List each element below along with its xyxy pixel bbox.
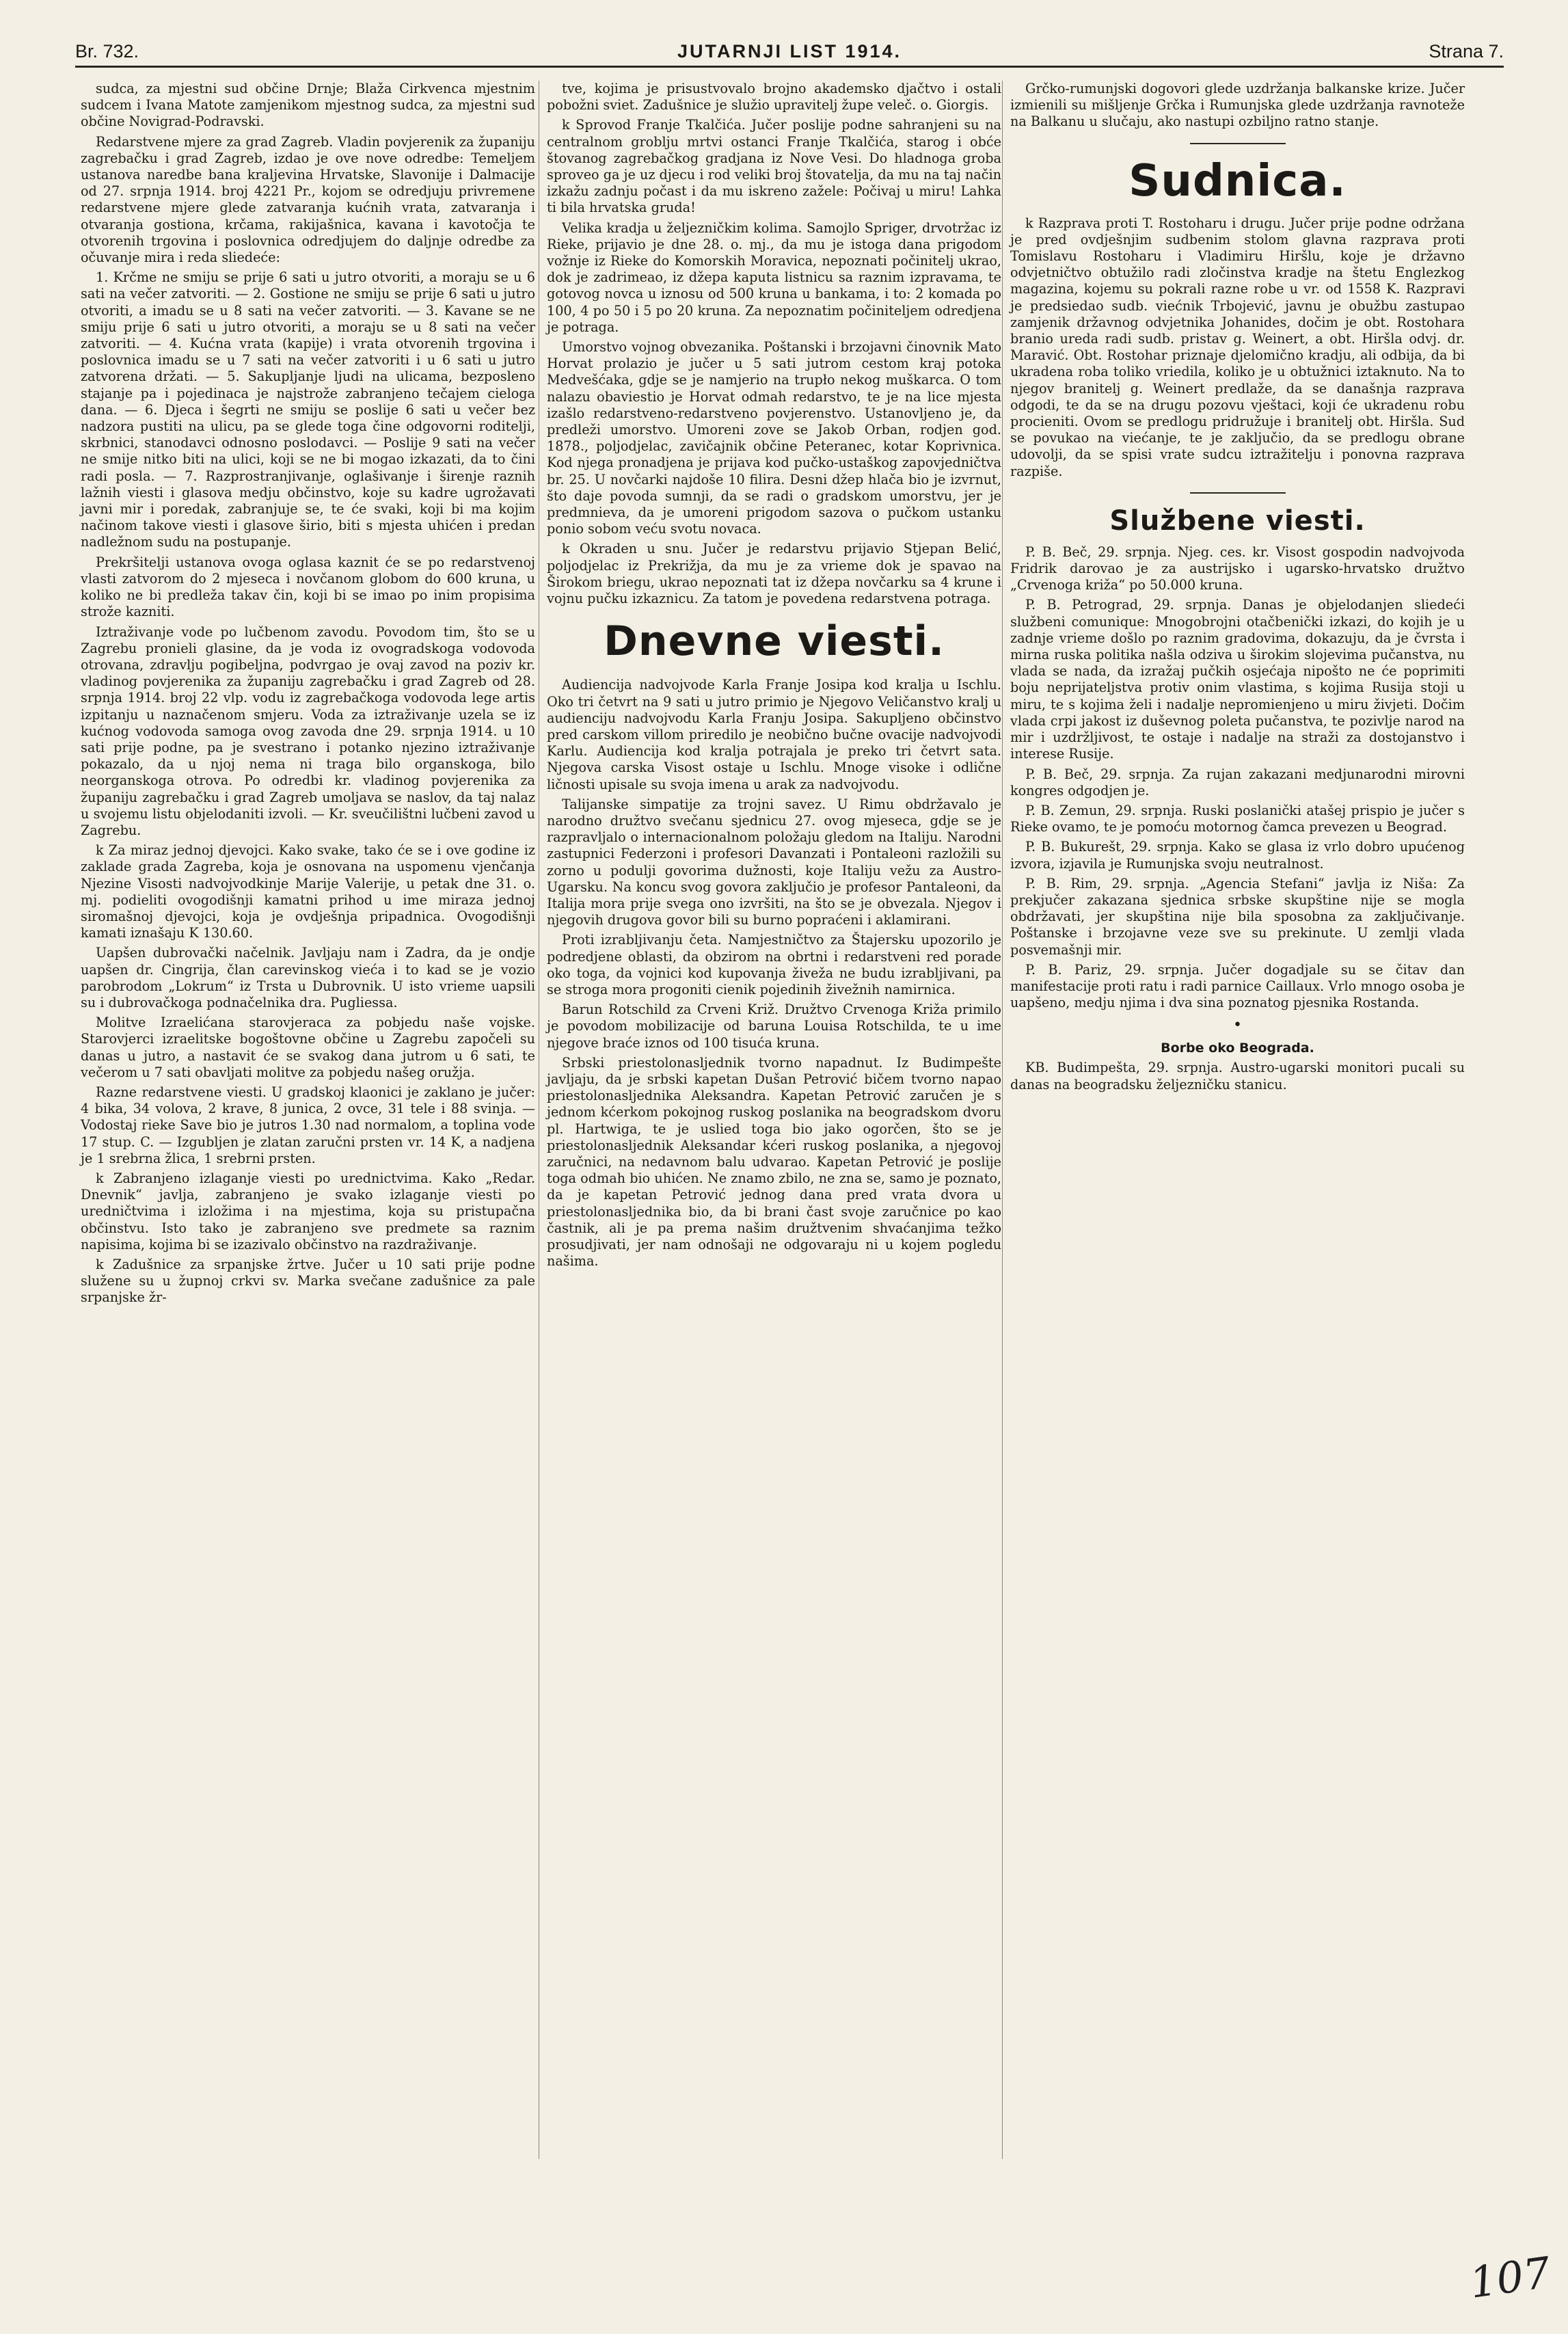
article-razne-viesti: Razne redarstvene viesti. U gradskoj klaonici je zaklano je jučer: 4 bika, 34 volova, 2 krave, 8 junica, 2 ovce, 31 tele i 88 svinja. — Vodostaj rieke Save bio je jutros 1.30 nad normalom, a toplina vode 17 stup. C. — Izgubljen je zlatan zaručni prsten vr. 14 K, a nadjena je 1 srebrna žlica, 1 srebrni prsten. [81,1084,535,1166]
separator-rule [1190,143,1286,144]
article-rotschild: Barun Rotschild za Crveni Križ. Družtvo Crvenoga Križa primilo je povodom mobilizacije od baruna Louisa Rotschilda, te u ime njegove braće iznos od 100 tisuća kruna. [547,1002,1001,1051]
article-paragraph: 1. Krčme ne smiju se prije 6 sati u jutro otvoriti, a moraju se u 6 sati na večer zatvoriti. — 2. Gostione ne smiju se prije 6 sati u jutro otvoriti, a imadu se u 8 sati na večer zatvoriti. — 3. Kavane se ne smiju prije 6 sati u jutro otvoriti, a moraju se u 8 sati na večer zatvoriti. — 4. Kućna vrata (kapije) i vrata otvorenih trgovina i poslovnica imadu se u 7 sati na večer zatvoriti i u 6 sati u jutro zatvorena držati. — 5. Sakupljanje ljudi na ulicama, bezposleno stajanje pa i pojedinaca je najstrože zabranjeno tečajem cieloga dana. — 6. Djeca i šegrti ne smiju se poslije 6 sati u večer bez nadzora pustiti na ulicu, pa se glede toga čine odgovorni roditelji, skrbnici, stanodavci odnosno poslodavci. — Poslije 9 sati na večer ne smije nitko biti na ulici, koji se ne bi mogao izkazati, da to čini radi posla. — 7. Razprostranjivanje, oglašivanje i širenje raznih lažnih viesti i glasova medju občinstvo, koje su kadre ugrožavati javni mir i poredak, zabranjuje se, te će svaki, koji bi ma kojim načinom takove viesti i glasove širio, biti s mjesta uhićen i predan nadležnom sudu na postupanje. [81,269,535,550]
article-paragraph: sudca, za mjestni sud občine Drnje; Blaža Cirkvenca mjestnim sudcem i Ivana Matote zamjenikom mjestnog sudca, za mjestni sud občine Novigrad-Podravski. [81,81,535,130]
column-3 [1010,81,1465,1097]
column-divider [1002,81,1003,2159]
dispatch-pariz: P. B. Pariz, 29. srpnja. Jučer dogadjale su se čitav dan manifestacije proti ratu i radi parnice Caillaux. Vrlo mnogo osoba je uapšeno, medju njima i dva sina poznatog pjesnika Rostanda. [1010,961,1465,1011]
article-grcko-rumunjski: Grčko-rumunjski dogovori glede uzdržanja balkanske krize. Jučer izmienili su mišljenje Grčka i Rumunjska glede uzdržanja ravnoteže na Balkanu u slučaju, ako nastupi ozbiljno ratno stanje. [1010,81,1465,130]
dispatch-rim: P. B. Rim, 29. srpnja. „Agencia Stefani“ javlja iz Niša: Za prekjučer zakazana sjednica srbske skupštine nije se mogla obdržavati, jer skupština nije bila sposobna za zaključivanje. Poštanske i brzojavne veze sve su prekinute. U zemlji vlada posvemašnji mir. [1010,875,1465,958]
column-2 [547,81,1001,1273]
article-zabranjeno-izlaganje: k Zabranjeno izlaganje viesti po urednictvima. Kako „Redar. Dnevnik“ javlja, zabranjeno je svako izlaganje viesti po uredničtvima i izložima i na mjestima, koja su pristupačna občinstvu. Isto tako je zabranjeno sve predmete sa raznim napisima, kojima bi se izazivalo občinstvo na razdraživanje. [81,1170,535,1252]
article-srbski-priestolonasljednik: Srbski priestolonasljednik tvorno napadnut. Iz Budimpešte javljaju, da je srbski kapetan Dušan Petrović bičem tvorno napao priestolonasljednika Aleksandra. Kapetan Petrović zaručen je s jednom kćerkom pokojnog ruskog poslanika na beogradskom dvoru pl. Hartwiga, te je uslied toga bio jako ogorčen, što se je priestolonasljednik Aleksandar kćeri ruskog poslanika, a njegovoj zaručnici, na nedavnom balu udvarao. Kapetan Petrović je poslije toga odmah bio uhićen. Ne znamo zbilo, ne zna se, samo je poznato, da je kapetan Petrović jednog dana pred vrata dvora u priestolonasljednika bio, da bi brani čast svoje zaručnice po kao častnik, ali je pa prema našim družtvenim shvaćanjima težko prosudjivati, jer nam odnošaji ne odgovaraju ni u kojem pogledu našima. [547,1054,1001,1270]
article-velika-kradja: Velika kradja u željezničkim kolima. Samojlo Spriger, drvotržac iz Rieke, prijavio je dne 28. o. mj., da mu je istoga dana prigodom vožnje iz Rieke do Komorskih Moravica, nepoznati počinitelj ukrao, dok je zadrimeao, iz džepa kaputa listnicu sa raznim izpravama, te gotovog novca u iznosu od 500 kruna u bankama, i to: 2 komada po 100, 4 po 50 i 5 po 20 kruna. Za nepoznatim počiniteljem odredjena je potraga. [547,219,1001,335]
article-uapsen-nacelnik: Uapšen dubrovački načelnik. Javljaju nam i Zadra, da je ondje uapšen dr. Cingrija, član carevinskog vieća i to kad se je vozio parobrodom „Lokrum“ iz Trsta u Dubrovnik. U isto vrieme uapsili su i dubrovačkoga podnačelnika dra. Pugliessa. [81,945,535,1010]
dispatch-bec: P. B. Beč, 29. srpnja. Njeg. ces. kr. Visost gospodin nadvojvoda Fridrik darovao je za austrijsko i ugarsko-hrvatsko družtvo „Crvenoga križa“ po 50.000 kruna. [1010,544,1465,593]
separator-rule [1190,492,1286,494]
newspaper-title: JUTARNJI LIST 1914. [677,41,902,62]
article-paragraph: tve, kojima je prisustvovalo brojno akademsko djačtvo i ostali pobožni sviet. Zadušnice je služio upravitelj župe veleč. o. Giorgis. [547,81,1001,113]
dispatch-petrograd: P. B. Petrograd, 29. srpnja. Danas je objelodanjen sliedeći službeni comunique: Mnogobrojni otačbenički izkazi, do kojih je u zadnje vrieme došlo po raznim gradovima, dokazuju, da je čvrsta i mirna ruska politika našla odziva u širokim slojevima pučanstva, nu vlada se nada, da izražaj pučkih osjećaja nipošto ne će poprimiti boju neprijateljstva protiv onim vlastima, s kojima Rusija stoji u miru, te s kojima želi i nadalje nepromienjeno u miru živjeti. Dočim vlada crpi jakost iz duševnog poleta pučanstva, te pozivlje narod na mir i uzdržljivost, te ostaje i nadalje na straži za dostojanstvo i interese Rusije. [1010,597,1465,762]
article-paragraph: Prekršitelji ustanova ovoga oglasa kaznit će se po redarstvenoj vlasti zatvorom do 2 mjeseca i novčanom globom do 600 kruna, u koliko ne bi predleža takav čin, koji bi se imao po inim propisima strože kazniti. [81,554,535,620]
handwritten-page-number: 107 [1466,2247,1554,2308]
article-iztrazivanje-vode: Iztraživanje vode po lučbenom zavodu. Povodom tim, što se u Zagrebu pronieli glasine, da je voda iz ovogradskoga vodovoda otrovana, zdravlju pogibeljna, podvrgao je ovaj zavod na poziv kr. vladinog povjerenika za županiju zagrebačku i grad Zagreb od 28. srpnja 1914. broj 22 vlp. vodu iz zagrebačkoga vodovoda lege artis izpitanju u naznačenom smjeru. Voda za iztraživanje uzela se iz kućnog vodovoda samoga ovog zavoda dne 29. srpnja 1914. u 10 sati prije podne, pa je svestrano i potanko njezino iztraživanje pokazalo, da u njoj nema ni traga bilo organskoga, bilo neorganskoga otrova. Po odredbi kr. vladinog povjerenika za županiju zagrebačku i grad Zagreb umoljava se naslov, da taj nalaz u svojemu listu objelodaniti izvoli. — Kr. sveučilištni lučbeni zavod u Zagrebu. [81,623,535,838]
dispatch-bec-2: P. B. Beč, 29. srpnja. Za rujan zakazani medjunarodni mirovni kongres odgodjen je. [1010,766,1465,799]
issue-number: Br. 732. [75,41,139,62]
bullet-ornament: • [1233,1017,1242,1034]
article-molitve: Molitve Izraelićana starovjeraca za pobjedu naše vojske. Starovjerci izraelitske bogoštovne občine u Zagrebu započeli su danas u jutro, a nastavit će se svakog dana jutrom u 6 sati, te večerom u 7 sati obavljati molitve za pobjedu našeg oružja. [81,1015,535,1080]
page-number: Strana 7. [1429,41,1504,62]
dispatch-zemun: P. B. Zemun, 29. srpnja. Ruski poslanički atašej prispio je jučer s Rieke ovamo, te je pomoću motornog čamca prevezen u Beograd. [1010,802,1465,835]
article-umorstvo: Umorstvo vojnog obvezanika. Poštanski i brzojavni činovnik Mato Horvat prolazio je jučer u 5 sati jutrom cestom kraj potoka Medvešćaka, gdje se je namjerio na trupło nekog muškarca. O tom nalazu obaviestio je Horvat odmah redarstvo, te je na lice mjesta izašlo redarstveno-redarstveno povjerenstvo. Ustanovljeno je, da predleži umorstvo. Umoreni zove se Jakob Orban, rodjen god. 1878., poljodjelac, zavičajnik občine Peteranec, kotar Koprivnica. Kod njega pronadjena je prijava kod pučko-ustaškog zapovjedničtva br. 25. U novčarki najdoše 10 filira. Desni džep hlača bio je izvrnut, što daje povoda sumnji, da se radi o gradskom umorstvu, jer je predmnieva, da je umoreni prigodom sazova o pučkom ustanku ponio sobom veću svotu novaca. [547,339,1001,537]
article-sprovod: k Sprovod Franje Tkalčića. Jučer poslije podne sahranjeni su na centralnom groblju mrtvi ostanci Franje Tkalčića, starog i obće štovanog zagrebačkog gradjana iz Nove Vesi. Do hladnoga groba sproveo ga je uz djecu i rod veliki broj štovatelja, da mu na taj način izkažu zadnju počast i da mu iskreno zažele: Počivaj u miru! Lahka ti bila hrvatska gruda! [547,117,1001,216]
article-razprava: k Razprava proti T. Rostoharu i drugu. Jučer prije podne održana je pred ovdješnjim sudbenim stolom glavna razprava proti Tomislavu Rostoharu i Vladimiru Hiršlu, koje je državno odvjetničtvo obtužilo radi zločinstva kradje na štetu Englezkog magazina, kojemu su pokrali razne robe u vr. od 1558 K. Razpravi je predsiedao sudb. viećnik Trbojević, javnu je obužbu zastupao zamjenik državnog odvjetnika Johanides, dočim je obt. Rostohara branio ureda radi sudb. pristav g. Weinert, a obt. Hiršla odvj. dr. Maravić. Obt. Rostohar priznaje djelomično kradju, ali odbija, da bi ukradena roba toliko vriedila, koliko je u obtužnici iztaknuto. Na to njegov branitelj g. Weinert predlaže, da se današnja razprava odgodi, te da se na drugu pozovu vještaci, koji će ukradenu robu procieniti. Ovom se predlogu pridružuje i branitelj obt. Hiršla. Sud se povukao na viećanje, te je zaključio, da se predlogu obrane udovolji, da se spisi vrate sudcu iztražitelju i ponovna razprava razpiše. [1010,215,1465,479]
article-proti-izrabljivanju: Proti izrabljivanju četa. Namjestničtvo za Štajersku upozorilo je podredjene oblasti, da obzirom na obrtni i redarstveni red porade oko toga, da vojnici kod kupovanja živeža ne budu izrabljivani, pa se stroga mora progoniti cienik pojedinih živežnih namirnica. [547,932,1001,997]
section-title-dnevne-viesti: Dnevne viesti. [604,617,945,666]
article-za-miraz: k Za miraz jednoj djevojci. Kako svake, tako će se i ove godine iz zaklade grada Zagreba, koja je osnovana na uspomenu vjenčanja Njezine Visosti nadvojvodkinje Marije Valerije, u petak dne 31. o. mj. podieliti ovogodišnji kamatni prihod u ime miraza jednoj siromašnoj djevojci, koja je ovdješnja pripadnica. Ovogodišnji kamati iznašaju K 130.60. [81,842,535,941]
masthead [75,38,1504,68]
dispatch-budimpesta: KB. Budimpešta, 29. srpnja. Austro-ugarski monitori pucali su danas na beogradsku željezničku stanicu. [1010,1060,1465,1092]
section-title-sudnica: Sudnica. [1128,155,1347,206]
article-okraden: k Okraden u snu. Jučer je redarstvu prijavio Stjepan Belić, poljodjelac iz Prekrižja, da mu je za vrieme dok je spavao na Širokom briegu, ukrao nepoznati tat iz džepa novčarku sa 4 krune i vojnu pučku izkaznicu. Za tatom je povedena redarstvena potraga. [547,541,1001,607]
dispatch-bukurest: P. B. Bukurešt, 29. srpnja. Kako se glasa iz vrlo dobro upućenog izvora, izjavila je Rumunjska svoju neutralnost. [1010,839,1465,872]
article-talijanske-simpatije: Talijanske simpatije za trojni savez. U Rimu obdržavalo je narodno družtvo svečanu sjednicu 27. ovog mjeseca, gdje se je razpravljalo o internacionalnom položaju gledom na Italiju. Narodni zastupnici Federzoni i profesori Davanzati i Pontaleoni razložili su zorno u podulji govorima dužnosti, koje Italiju vežu za Austro-Ugarsku. Na koncu svog govora zaključio je profesor Pantaleoni, da Italija mora prije svega ono izvršiti, na što se je obvezala. Njegov i njegovih drugova govor bili su burno popraćeni i aklamirani. [547,796,1001,928]
article-audiencija: Audiencija nadvojvode Karla Franje Josipa kod kralja u Ischlu. Oko tri četvrt na 9 sati u jutro primio je Njegovo Veličanstvo kralj u audienciju nadvojvodu Karla Franju Josipa. Sakupljeno občinstvo pred carskom villom priredilo je neobično bučne ovacije nadvojvodi Karlu. Audiencija kod kralja potrajala je preko tri četvrt sata. Njegova carska Visost ostaje u Ischlu. Mnoge visoke i odlične ličnosti upisale su svoja imena u arak za nadvojvodu. [547,677,1001,792]
article-zadusnice: k Zadušnice za srpanjske žrtve. Jučer u 10 sati prije podne služene su u župnoj crkvi sv. Marka svečane zadušnice za pale srpanjske žr- [81,1257,535,1306]
section-title-borbe-oko-beograda: Borbe oko Beograda. [1161,1041,1314,1056]
column-1 [81,81,535,1310]
section-title-sluzbene-viesti: Službene viesti. [1109,505,1366,537]
article-redarstvene-mjere: Redarstvene mjere za grad Zagreb. Vladin povjerenik za županiju zagrebačku i grad Zagreb, izdao je ove nove odredbe: Temeljem ustanova naredbe bana kraljevina Hrvatske, Slavonije i Dalmacije od 27. srpnja 1914. broj 4221 Pr., kojom se odredjuju privremene redarstvene mjere glede zatvaranja kućnih vrata, zatvaranja i otvaranja gostiona, krčama, rakijašnica, kavana i kavotočja te otvorenih trgovina i poslovnica odredjujem do daljnje odredbe za očuvanje mira i reda sliedeće: [81,133,535,266]
